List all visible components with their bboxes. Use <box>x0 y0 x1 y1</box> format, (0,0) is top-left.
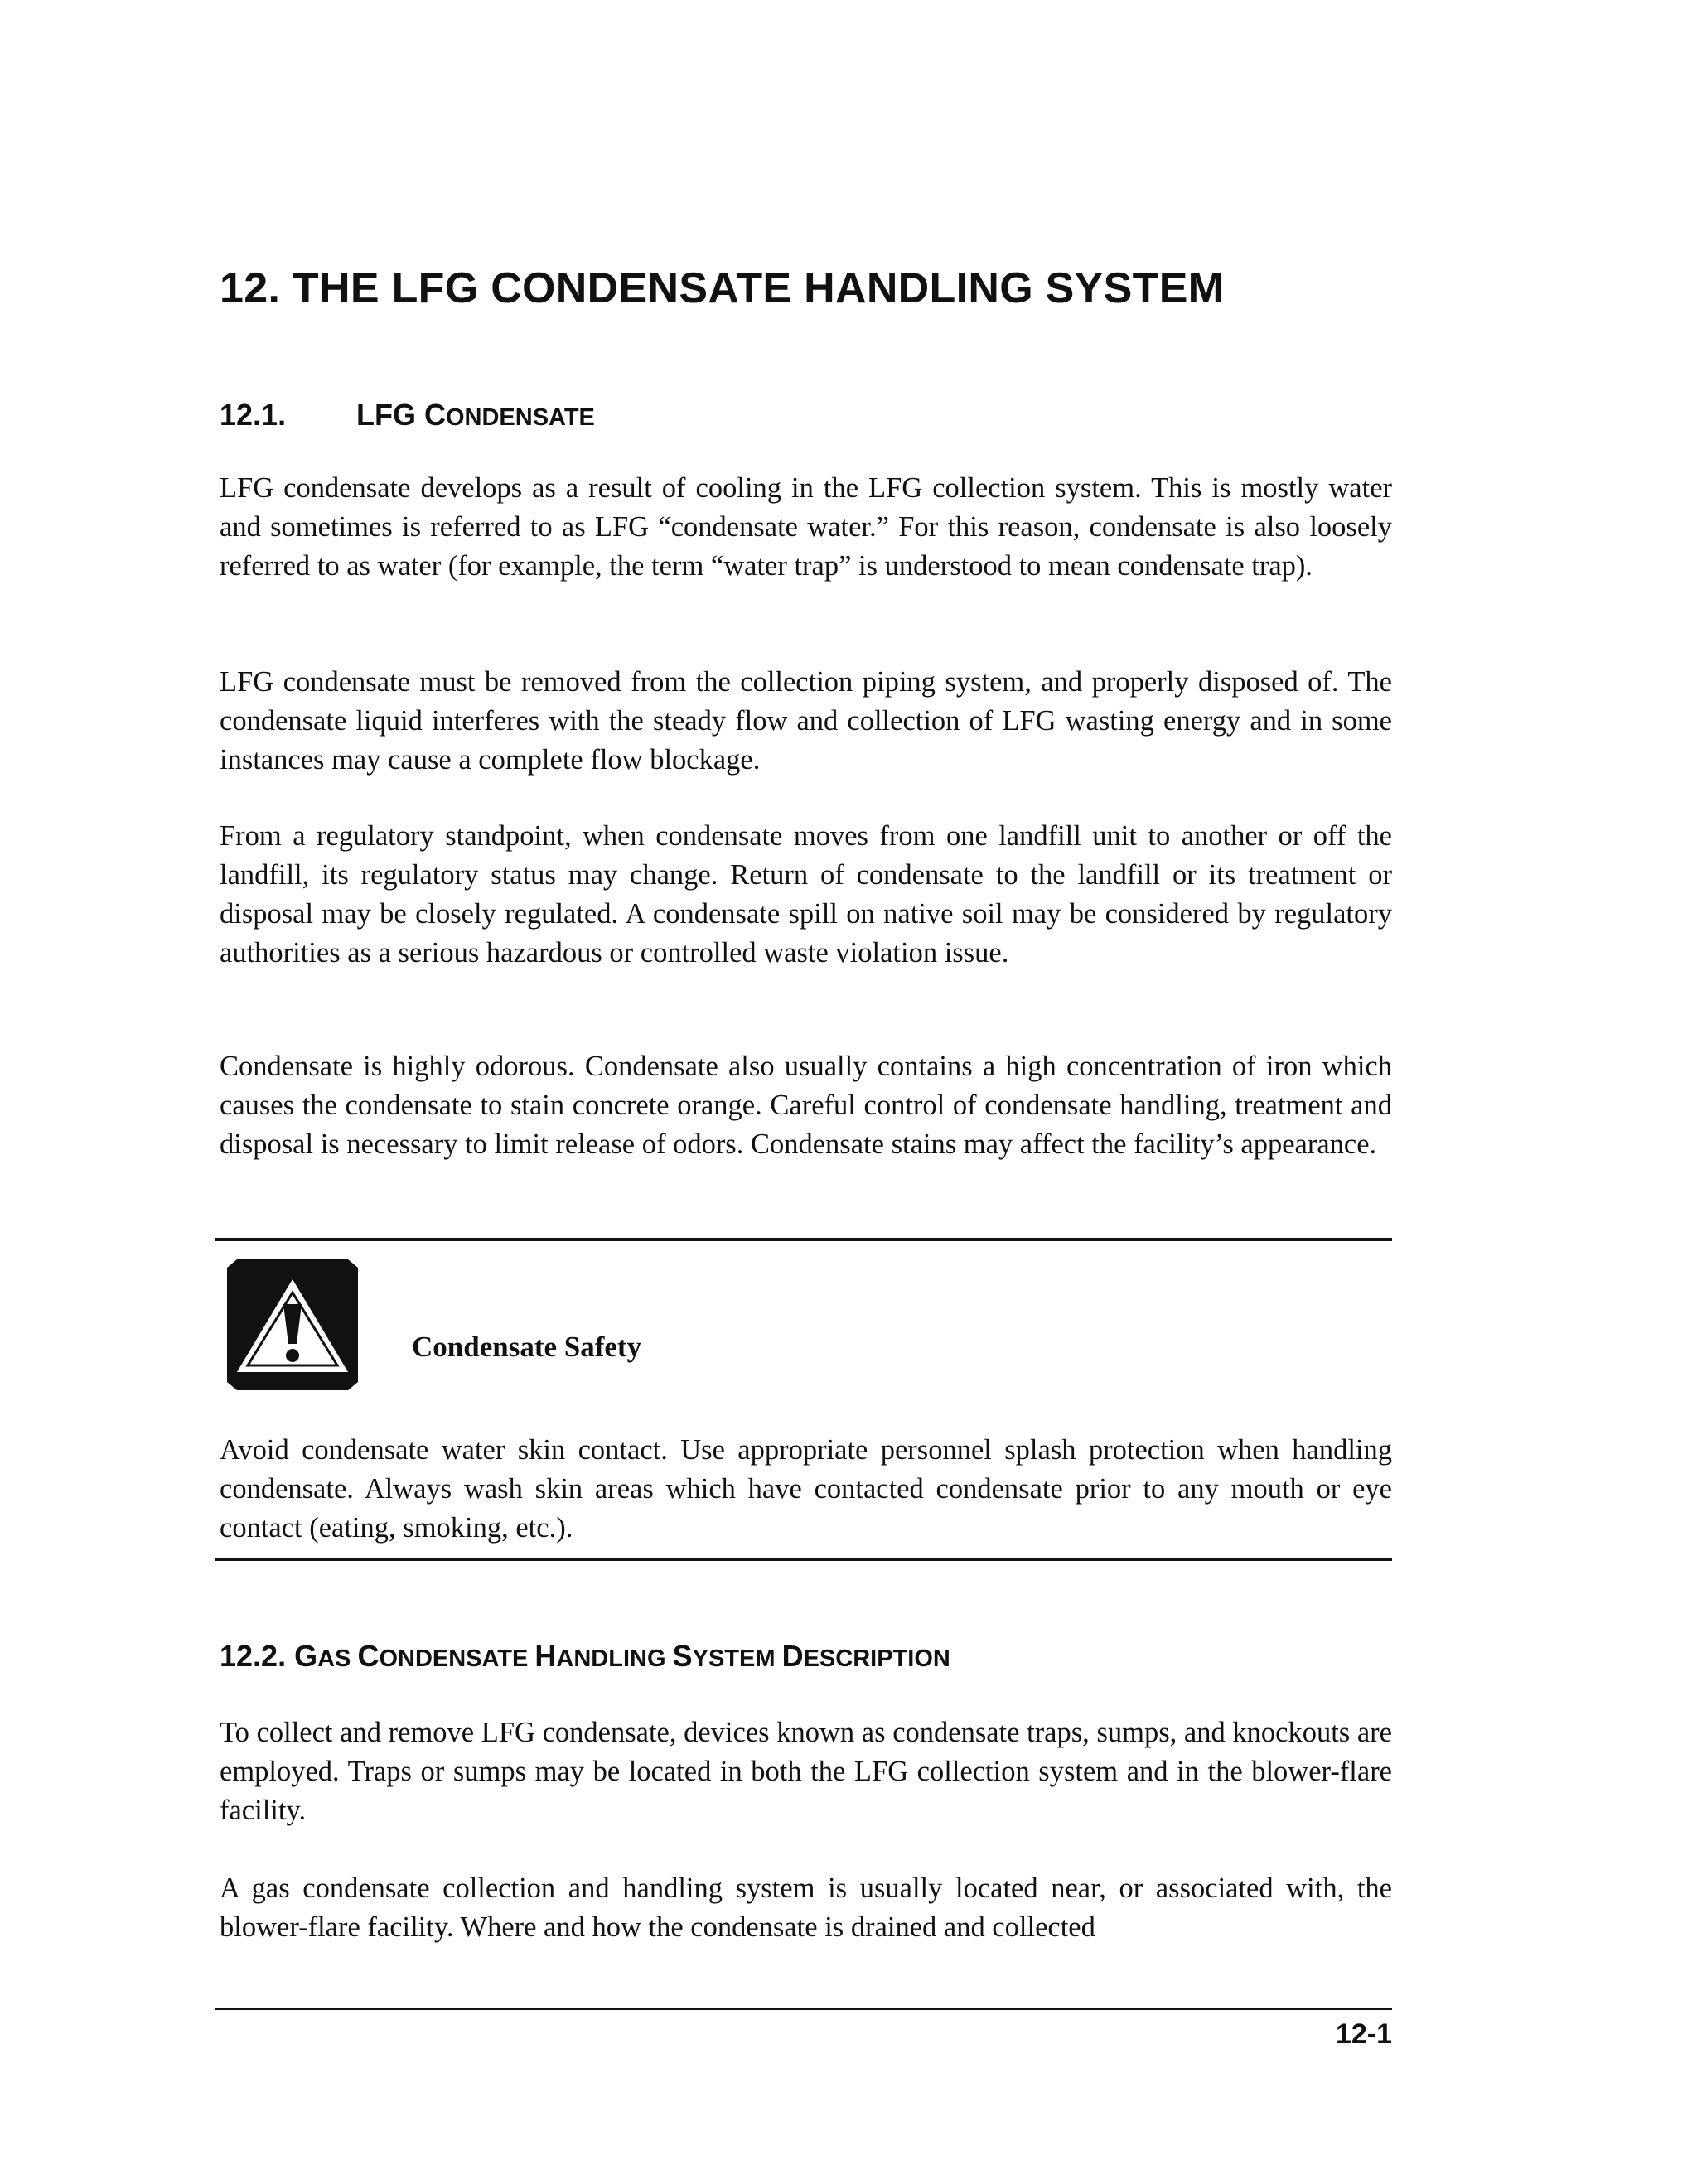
chapter-heading: 12. THE LFG CONDENSATE HANDLING SYSTEM <box>220 264 1225 312</box>
section-12-2-title-part: AS <box>317 1645 358 1672</box>
warning-bottom-rule <box>215 1558 1392 1561</box>
footer-rule <box>215 2008 1392 2010</box>
warning-text: Avoid condensate water skin contact. Use appropriate personnel splash protection when handling condensate. Always wash skin areas which have contacted condensate prior to any mouth or eye contact (eating, smoking, etc.). <box>220 1434 1392 1544</box>
section-12-2-title-part: S <box>672 1639 693 1673</box>
section-12-1-title-part: LFG C <box>356 398 446 432</box>
paragraph-condensate-removal: LFG condensate must be removed from the collection piping system, and properly disposed of. The condensate liquid interferes with the steady flow and collection of LFG wasting energy and in some instances may cause a complete flow blockage. <box>220 666 1392 776</box>
paragraph-odor: Condensate is highly odorous. Condensate also usually contains a high concentration of iron which causes the condensate to stain concrete orange. Careful control of condensate handling, treatment and disposal is necessary to limit release of odors. Condensate stains may affect the facility’s appearance. <box>220 1051 1392 1160</box>
section-12-2-title-part: ANDLING <box>556 1645 673 1672</box>
warning-title: Condensate Safety <box>412 1331 642 1363</box>
section-12-2-title-part: H <box>534 1639 557 1673</box>
paragraph-traps: To collect and remove LFG condensate, devices known as condensate traps, sumps, and knockouts are employed. Traps or sumps may be located in both the LFG collection system and in the blower-flare facility. <box>220 1717 1392 1826</box>
paragraph-regulatory: From a regulatory standpoint, when condensate moves from one landfill unit to another or off the landfill, its regulatory status may change. Return of condensate to the landfill or its treatment or disposal may be closely regulated. A condensate spill on native soil may be considered by regulatory authorities as a serious hazardous or controlled waste violation issue. <box>220 820 1392 969</box>
section-12-2-heading <box>220 1639 950 1674</box>
section-12-1-heading <box>220 398 595 432</box>
warning-triangle-icon <box>222 1258 363 1392</box>
section-12-1-title <box>356 398 595 432</box>
section-12-1-title-part: ONDENSATE <box>445 404 595 431</box>
page-number: 12-1 <box>1335 2018 1392 2050</box>
paragraph-handling-system: A gas condensate collection and handling system is usually located near, or associated with, the blower-flare facility. Where and how the condensate is drained and collected <box>220 1872 1392 1943</box>
section-12-2-title-part: YSTEM <box>692 1645 782 1672</box>
section-12-2-title-part: C <box>357 1639 380 1673</box>
section-12-1-number: 12.1. <box>220 398 287 432</box>
section-12-2-title-part: ONDENSATE <box>379 1645 535 1672</box>
section-12-2-title-part: D <box>781 1639 804 1673</box>
paragraph-condensate-definition: LFG condensate develops as a result of cooling in the LFG collection system. This is mostly water and sometimes is referred to as LFG “condensate water.” For this reason, condensate is also loosely referred to as water (for example, the term “water trap” is understood to mean condensate trap). <box>220 472 1392 582</box>
section-12-2-title-part: ESCRIPTION <box>803 1645 950 1672</box>
section-12-2-title <box>286 1639 950 1673</box>
section-12-2-title-part: G <box>286 1639 318 1673</box>
warning-top-rule <box>215 1238 1392 1241</box>
section-12-2-number: 12.2. <box>220 1639 287 1673</box>
